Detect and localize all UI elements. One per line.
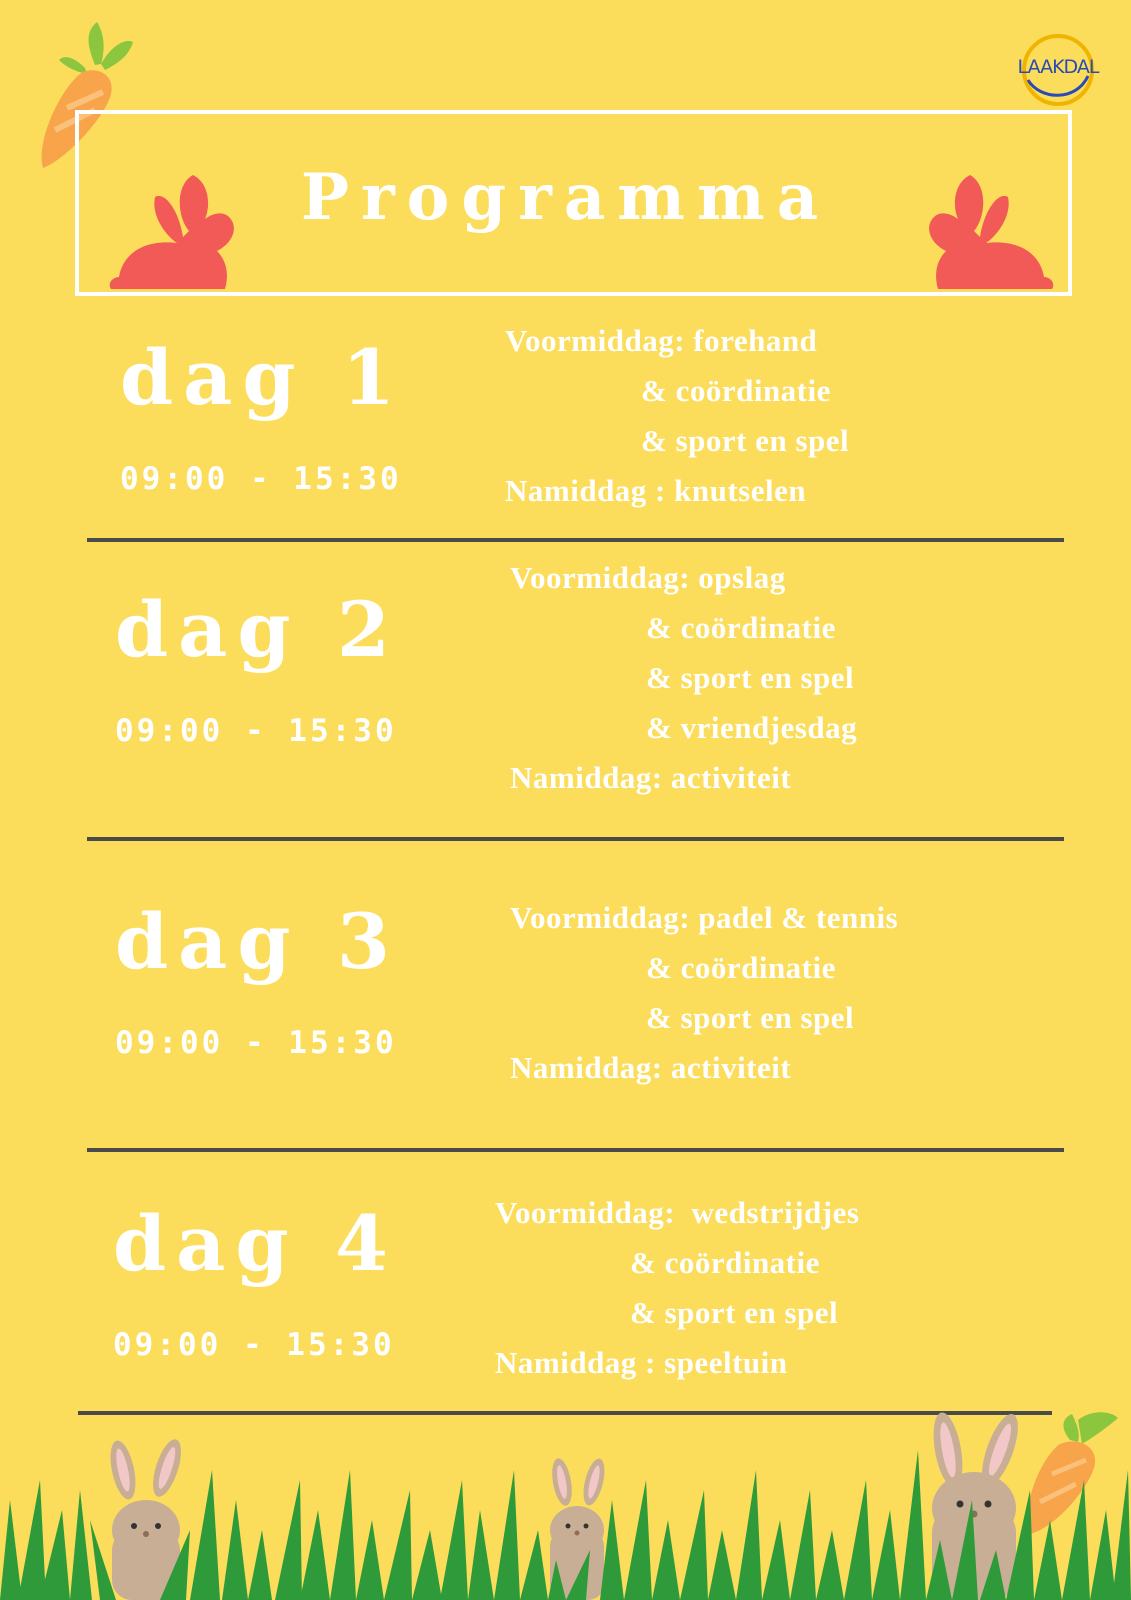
program-line: Voormiddag: wedstrijdjes (495, 1195, 860, 1230)
carrot-icon (1027, 1412, 1118, 1534)
program-line: Namiddag: activiteit (510, 1050, 792, 1085)
program-line: Voormiddag: opslag (510, 560, 786, 595)
program-line: & coördinatie (646, 610, 836, 645)
day-label: dag 3 (115, 897, 400, 986)
program-line: & coördinatie (641, 373, 831, 408)
program-line: Namiddag : speeltuin (495, 1345, 788, 1380)
page-title: Programma (300, 160, 831, 235)
logo-text: LAAKDAL (1017, 56, 1099, 78)
program-line: & coördinatie (630, 1245, 820, 1280)
program-line: & sport en spel (630, 1295, 839, 1330)
day-time: 09:00 - 15:30 (113, 1327, 395, 1363)
program-line: Namiddag: activiteit (510, 760, 792, 795)
day-time: 09:00 - 15:30 (115, 1025, 397, 1061)
day-label: dag 1 (120, 333, 405, 422)
program-line: & sport en spel (641, 423, 850, 458)
grass-decoration (0, 1410, 1131, 1600)
program-line: & vriendjesdag (646, 710, 858, 745)
day-time: 09:00 - 15:30 (115, 713, 397, 749)
program-line: Voormiddag: padel & tennis (510, 900, 899, 935)
day-label: dag 2 (115, 585, 400, 674)
bunny-silhouette-icon (105, 165, 245, 295)
divider (87, 837, 1064, 841)
bunny-silhouette-icon (918, 165, 1058, 295)
divider (87, 1148, 1064, 1152)
program-line: & sport en spel (646, 660, 855, 695)
program-line: Voormiddag: forehand (505, 323, 818, 358)
program-line: & sport en spel (646, 1000, 855, 1035)
program-line: Namiddag : knutselen (505, 473, 807, 508)
day-label: dag 4 (113, 1199, 398, 1288)
divider (87, 538, 1064, 542)
day-time: 09:00 - 15:30 (120, 461, 402, 497)
program-line: & coördinatie (646, 950, 836, 985)
